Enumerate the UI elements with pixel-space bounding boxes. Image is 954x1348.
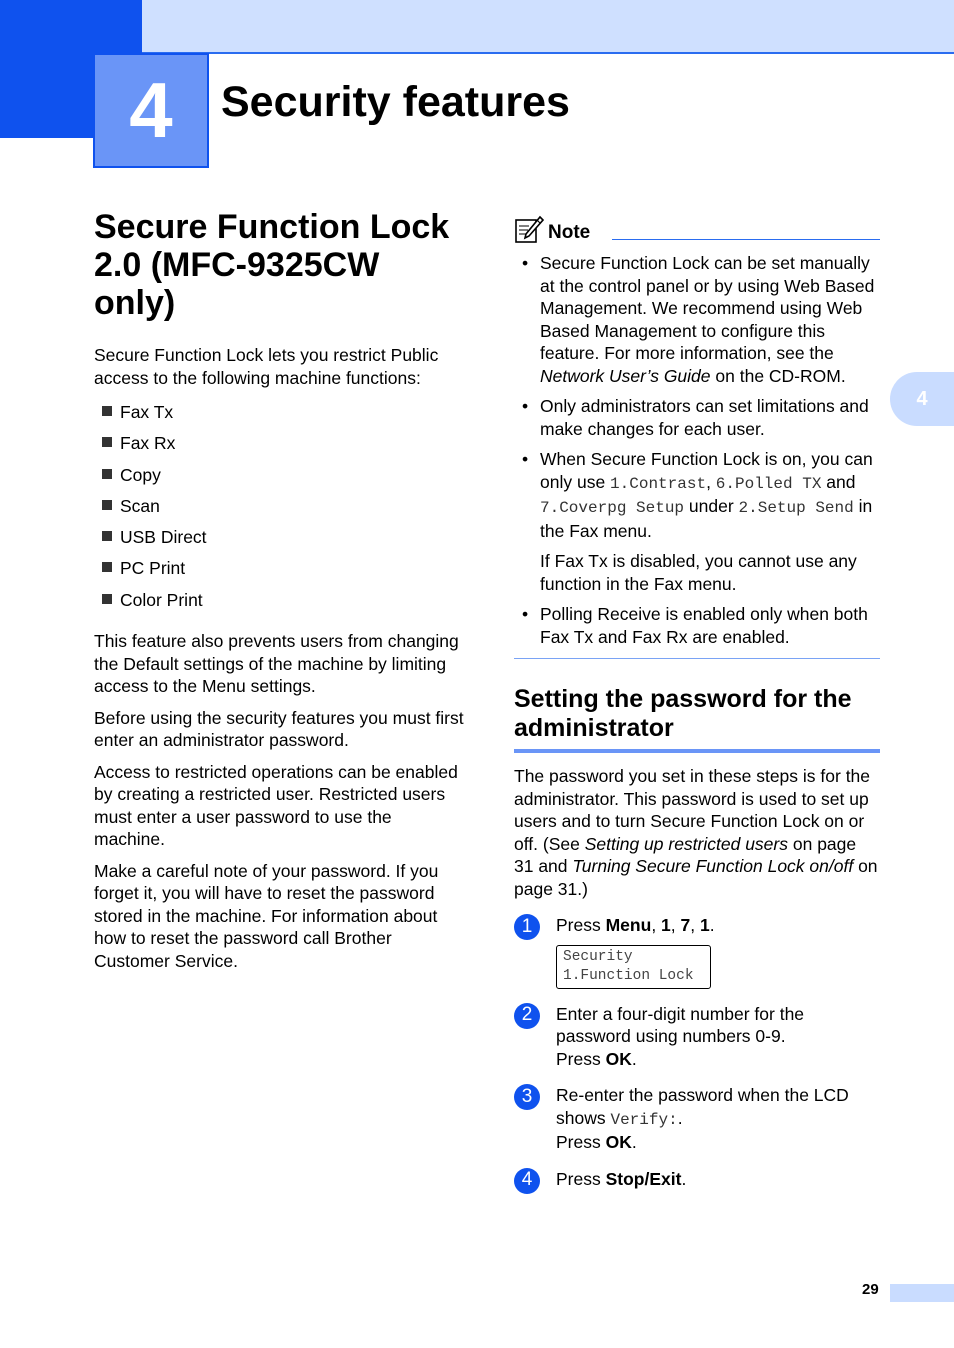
cross-reference: Setting up restricted users <box>584 833 788 854</box>
note-bottom-rule <box>514 658 880 659</box>
note-rule <box>612 239 880 240</box>
intro-paragraph: Secure Function Lock lets you restrict Public access to the following machine functions: <box>94 345 439 388</box>
step-number-icon: 3 <box>514 1084 540 1110</box>
section-title: Secure Function Lock 2.0 (MFC-9325CW only) <box>94 208 450 322</box>
menu-code: 7.Coverpg Setup <box>540 499 685 517</box>
step-text: Enter a four-digit number for the password using numbers 0-9. <box>556 1003 805 1046</box>
function-list <box>94 401 466 620</box>
subsection-intro: The password you set in these steps is for the administrator. This password is used to set up users and to turn Secure Function Lock on or off. (See Setting up restricted users on page 31 and Turning Secure Function Lock on/off on page 31.) <box>514 766 878 899</box>
key-name: 7 <box>680 915 691 935</box>
left-column <box>94 208 466 981</box>
cross-reference: Turning Secure Function Lock on/off <box>572 856 854 876</box>
body-paragraph: This feature also prevents users from changing the Default settings of the machine by limiting access to the Menu settings. <box>94 631 459 697</box>
step <box>514 1168 880 1191</box>
list-item: Fax Tx <box>94 401 466 432</box>
list-item: Color Print <box>94 589 466 620</box>
step-text: Re-enter the password when the LCD shows Verify:. <box>556 1085 849 1129</box>
menu-code: 1.Contrast <box>610 474 707 493</box>
footer-bar <box>890 1284 954 1302</box>
list-item: PC Print <box>94 557 466 588</box>
list-item: Scan <box>94 495 466 526</box>
note-item: • Secure Function Lock can be set manually at the control panel or by using Web Based Management. We recommend using Web Based Management to configure this feature. For more information, see the Network User’s Guide on the CD-ROM. <box>514 252 880 387</box>
chapter-title: Security features <box>221 78 570 126</box>
note-item: • When Secure Function Lock is on, you can only use 1.Contrast, 6.Polled TX and 7.Coverpg Setup under 2.Setup Send in the Fax menu. If Fax Tx is disabled, you cannot use any function in the Fax menu. <box>514 448 880 595</box>
key-name: Menu <box>605 915 652 935</box>
key-name: 1 <box>699 915 710 935</box>
note-pencil-icon <box>514 215 544 251</box>
note-subparagraph: If Fax Tx is disabled, you cannot use any function in the Fax menu. <box>540 551 857 594</box>
step-action: Press OK. <box>556 1132 637 1152</box>
guide-reference: Network User’s Guide <box>540 365 711 386</box>
menu-code: 6.Polled TX <box>715 474 822 493</box>
lcd-display <box>556 945 711 989</box>
list-item: USB Direct <box>94 526 466 557</box>
step-action: Press OK. <box>556 1048 637 1069</box>
list-item: Copy <box>94 464 466 495</box>
step <box>514 1003 880 1071</box>
step-text: Press Menu, 1, 7, 1. <box>556 915 715 935</box>
lcd-line: 1.Function Lock <box>563 967 694 984</box>
list-item: Fax Rx <box>94 432 466 463</box>
note-label: Note <box>548 221 591 243</box>
body-paragraph: Before using the security features you must first enter an administrator password. <box>94 707 464 751</box>
step-number-icon: 4 <box>514 1168 540 1194</box>
chapter-side-tab: 4 <box>890 372 954 426</box>
menu-code: 2.Setup Send <box>738 499 854 517</box>
page-number: 29 <box>862 1281 879 1298</box>
subsection-title: Setting the password for the administrator <box>514 685 880 753</box>
body-paragraph: Access to restricted operations can be enabled by creating a restricted user. Restricted users must enter a user password to use the machine. <box>94 761 458 850</box>
step <box>514 914 880 989</box>
note-item: • Only administrators can set limitations and make changes for each user. <box>514 395 880 440</box>
note-item: • Polling Receive is enabled only when both Fax Tx and Fax Rx are enabled. <box>514 603 880 648</box>
step-number-icon: 1 <box>514 914 540 940</box>
step-number-icon: 2 <box>514 1003 540 1029</box>
note-list <box>514 252 880 648</box>
note-header <box>514 216 880 250</box>
key-name: OK <box>605 1132 632 1152</box>
lcd-line: Security <box>563 948 633 965</box>
key-name: Stop/Exit <box>605 1168 682 1189</box>
key-name: 1 <box>661 915 671 935</box>
right-column <box>514 216 880 1190</box>
step-action: Press Stop/Exit. <box>556 1168 687 1189</box>
chapter-number: 4 <box>93 53 209 168</box>
body-paragraph: Make a careful note of your password. If you forget it, you will have to reset the password stored in the machine. For information about how to reset the password call Brother Customer Service. <box>94 860 439 971</box>
step <box>514 1084 880 1154</box>
key-name: OK <box>605 1048 632 1069</box>
lcd-code: Verify: <box>610 1110 678 1129</box>
header-band <box>142 0 954 54</box>
